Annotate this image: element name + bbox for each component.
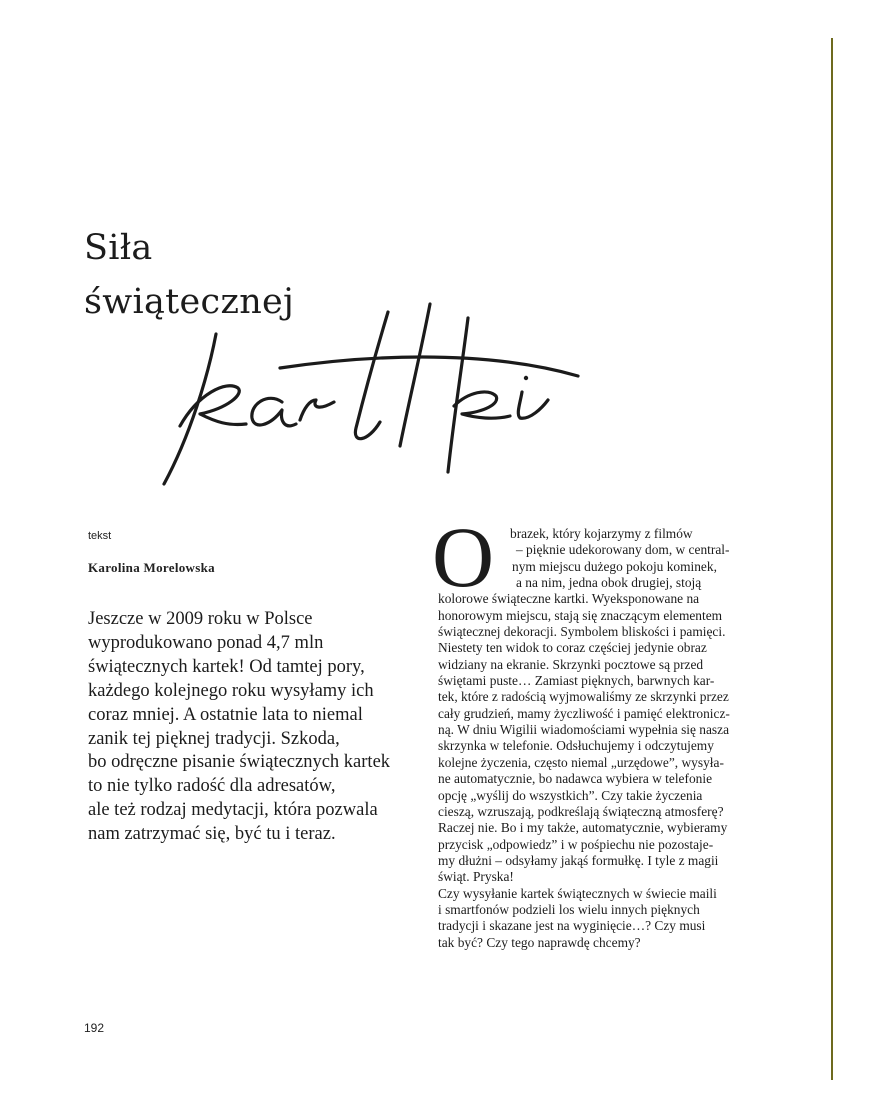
lead-paragraph bbox=[88, 608, 428, 847]
body-line: Niestety ten widok to coraz częściej jedynie obraz bbox=[438, 640, 707, 656]
body-line: cały grudzień, mamy życzliwość i pamięć elektronicz- bbox=[438, 705, 730, 721]
body-line: brazek, który kojarzymy z filmów bbox=[510, 526, 693, 541]
script-stroke-l-stem bbox=[400, 304, 430, 446]
body-line: opcję „wyślij do wszystkich”. Czy takie życzenia bbox=[438, 787, 703, 803]
title-line-2: świątecznej bbox=[84, 282, 295, 322]
script-stroke-crossbar bbox=[280, 357, 578, 376]
lead-line: bo odręczne pisanie świątecznych kartek bbox=[88, 752, 391, 773]
page-number: 192 bbox=[84, 1021, 105, 1035]
body-line: przycisk „odpowiedz” i w pośpiechu nie pozostaje- bbox=[438, 836, 714, 852]
body-line: kolorowe świąteczne kartki. Wyeksponowane na bbox=[438, 591, 700, 607]
lead-line: nam zatrzymać się, być tu i teraz. bbox=[88, 824, 336, 845]
lead-line: Jeszcze w 2009 roku w Polsce bbox=[88, 609, 313, 629]
body-line: honorowym miejscu, stają się znaczącym elementem bbox=[438, 607, 723, 623]
body-line: skrzynka w telefonie. Odsłuchujemy i odczytujemy bbox=[438, 738, 714, 754]
script-dot-i bbox=[524, 376, 528, 380]
script-stroke-a bbox=[252, 398, 296, 426]
body-line: Raczej nie. Bo i my także, automatycznie, wybieramy bbox=[438, 820, 728, 836]
drop-cap: O bbox=[432, 509, 495, 605]
script-stroke-r bbox=[300, 400, 334, 420]
body-line: my dłużni – odsyłamy jakąś formułkę. I tyle z magii bbox=[438, 852, 719, 868]
body-line: nym miejscu dużego pokoju kominek, bbox=[512, 558, 717, 574]
script-stroke-k-arm bbox=[180, 386, 246, 426]
script-stroke-k2-arm bbox=[454, 392, 510, 418]
lead-line: świątecznych kartek! Od tamtej pory, bbox=[88, 656, 365, 677]
body-line: ne automatycznie, bo nadawca wybiera w telefonie bbox=[438, 771, 713, 787]
body-line: – pięknie udekorowany dom, w central- bbox=[516, 542, 730, 558]
lead-line: zanik tej pięknej tradycji. Szkoda, bbox=[88, 728, 340, 749]
lead-line: ale też rodzaj medytacji, która pozwala bbox=[88, 800, 378, 821]
body-line: widziany na ekranie. Skrzynki pocztowe są przed bbox=[438, 656, 704, 672]
byline-label: tekst bbox=[88, 530, 112, 542]
body-line: świąt. Pryska! bbox=[438, 869, 514, 885]
body-text-column bbox=[438, 526, 778, 951]
body-line: tak być? Czy tego naprawdę chcemy? bbox=[438, 934, 641, 950]
body-line: tradycji i skazane jest na wyginięcie…? Czy musi bbox=[438, 918, 706, 934]
lead-line: to nie tylko radość dla adresatów, bbox=[88, 776, 336, 797]
body-line: kolejne życzenia, często niemal „urzędowe”, wysyła- bbox=[438, 754, 724, 770]
lead-line: wyprodukowano ponad 4,7 mln bbox=[88, 632, 324, 653]
byline-author: Karolina Morelowska bbox=[88, 560, 215, 575]
body-line: ną. W dniu Wigilii wiadomościami wypełnia się nasza bbox=[438, 722, 730, 738]
title-line-1: Siła bbox=[84, 228, 153, 268]
body-line: tek, które z radością wyjmowaliśmy ze skrzynki przez bbox=[438, 689, 729, 705]
body-line: Czy wysyłanie kartek świątecznych w świecie maili bbox=[438, 885, 717, 901]
body-line: cieszą, wzruszają, podkreślają świąteczną atmosferę? bbox=[438, 803, 724, 819]
lead-line: coraz mniej. A ostatnie lata to niemal bbox=[88, 704, 363, 725]
lead-line: każdego kolejnego roku wysyłamy ich bbox=[88, 680, 374, 701]
script-stroke-k2-stem bbox=[448, 318, 468, 472]
script-title-kartki bbox=[150, 296, 590, 496]
body-line: świątecznej dekoracji. Symbolem bliskości i pamięci. bbox=[438, 624, 726, 640]
script-stroke-i bbox=[518, 392, 548, 418]
vertical-accent-rule bbox=[831, 38, 833, 1080]
body-line: a na nim, jedna obok drugiej, stoją bbox=[516, 575, 702, 591]
body-line: i smartfonów podzieli los wielu innych pięknych bbox=[438, 901, 700, 917]
body-line: świętami puste… Zamiast pięknych, barwnych kar- bbox=[438, 673, 715, 689]
script-stroke-t-stem bbox=[355, 312, 388, 439]
